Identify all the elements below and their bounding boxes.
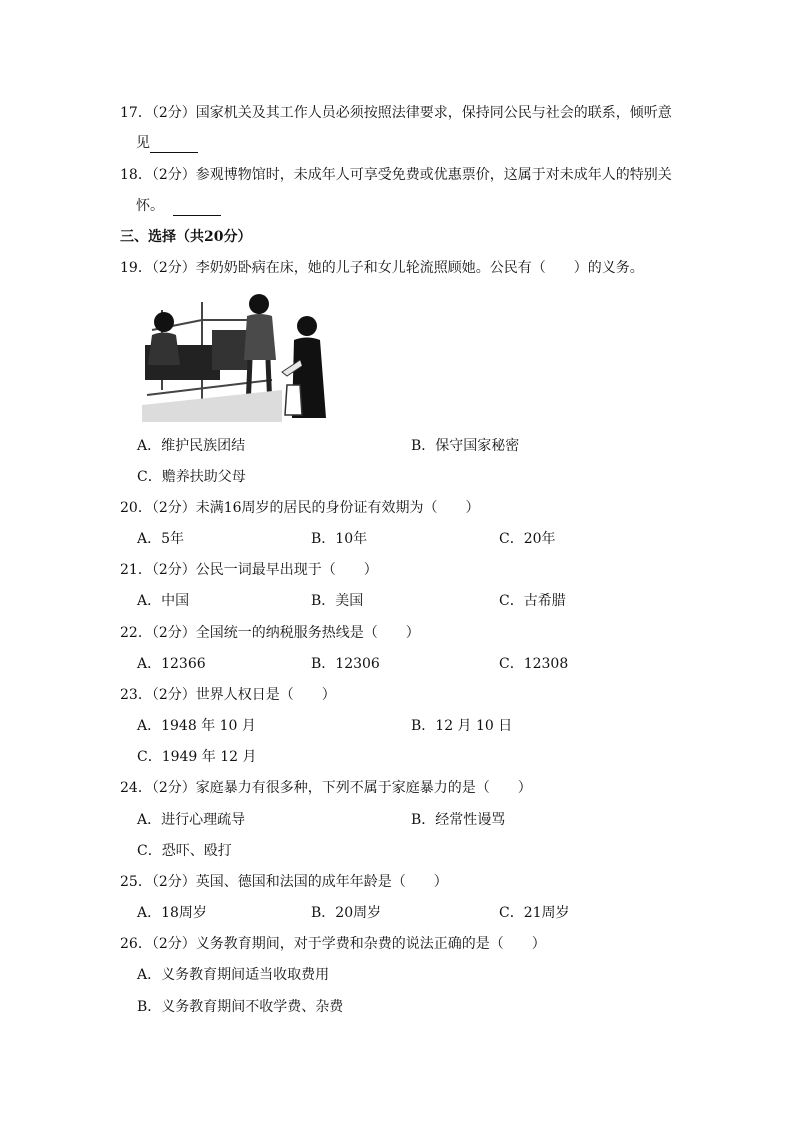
q26-option-a[interactable]: A．义务教育期间适当收取费用: [137, 967, 330, 983]
q18-answer-blank[interactable]: [173, 201, 221, 216]
q17-stem-tail: 见: [136, 135, 150, 151]
q24-option-c[interactable]: C．恐吓、殴打: [137, 843, 232, 859]
q20-stem: 20．（2分）未满16周岁的居民的身份证有效期为（ ）: [120, 500, 480, 516]
q25-option-b[interactable]: B．20周岁: [311, 905, 382, 921]
q25-stem: 25．（2分）英国、德国和法国的成年年龄是（ ）: [120, 874, 448, 890]
q20-option-c[interactable]: C．20年: [499, 531, 556, 547]
q24-option-a[interactable]: A．进行心理疏导: [137, 812, 246, 828]
q25-option-a[interactable]: A．18周岁: [137, 905, 207, 921]
q21-stem: 21．（2分）公民一词最早出现于（ ）: [120, 562, 378, 578]
q17-stem-line1: 17．（2分）国家机关及其工作人员必须按照法律要求，保持同公民与社会的联系，倾听意: [120, 105, 672, 121]
illustration-caregiving: [142, 290, 332, 422]
q17-stem-line2: [136, 133, 198, 153]
q19-option-a[interactable]: A．维护民族团结: [137, 438, 246, 454]
q23-option-b[interactable]: B．12 月 10 日: [411, 718, 513, 734]
q18-stem-line1: 18．（2分）参观博物馆时，未成年人可享受免费或优惠票价，这属于对未成年人的特别关: [120, 167, 672, 183]
q22-option-c[interactable]: C．12308: [499, 656, 569, 672]
section-title: 三、选择（共20分）: [120, 229, 252, 245]
q22-option-b[interactable]: B．12306: [311, 656, 380, 672]
q23-stem: 23．（2分）世界人权日是（ ）: [120, 687, 336, 703]
q19-option-c[interactable]: C．赡养扶助父母: [137, 469, 246, 485]
q26-stem: 26．（2分）义务教育期间，对于学费和杂费的说法正确的是（ ）: [120, 936, 546, 952]
q26-option-b[interactable]: B．义务教育期间不收学费、杂费: [137, 999, 344, 1015]
q17-answer-blank[interactable]: [150, 138, 198, 153]
q25-option-c[interactable]: C．21周岁: [499, 905, 570, 921]
q24-option-b[interactable]: B．经常性谩骂: [411, 812, 506, 828]
q24-stem: 24．（2分）家庭暴力有很多种，下列不属于家庭暴力的是（ ）: [120, 780, 532, 796]
q22-option-a[interactable]: A．12366: [137, 656, 206, 672]
q23-option-a[interactable]: A．1948 年 10 月: [137, 718, 256, 734]
q20-option-a[interactable]: A．5年: [137, 531, 185, 547]
q23-option-c[interactable]: C．1949 年 12 月: [137, 749, 257, 765]
q19-option-b[interactable]: B．保守国家秘密: [411, 438, 520, 454]
q22-stem: 22．（2分）全国统一的纳税服务热线是（ ）: [120, 625, 420, 641]
q18-stem-line2: [136, 196, 221, 216]
q19-stem: 19．（2分）李奶奶卧病在床，她的儿子和女儿轮流照顾她。公民有（ ）的义务。: [120, 260, 644, 276]
q21-option-b[interactable]: B．美国: [311, 593, 364, 609]
q21-option-c[interactable]: C．古希腊: [499, 593, 566, 609]
q20-option-b[interactable]: B．10年: [311, 531, 368, 547]
q18-stem-tail: 怀。: [136, 198, 164, 214]
q21-option-a[interactable]: A．中国: [137, 593, 190, 609]
